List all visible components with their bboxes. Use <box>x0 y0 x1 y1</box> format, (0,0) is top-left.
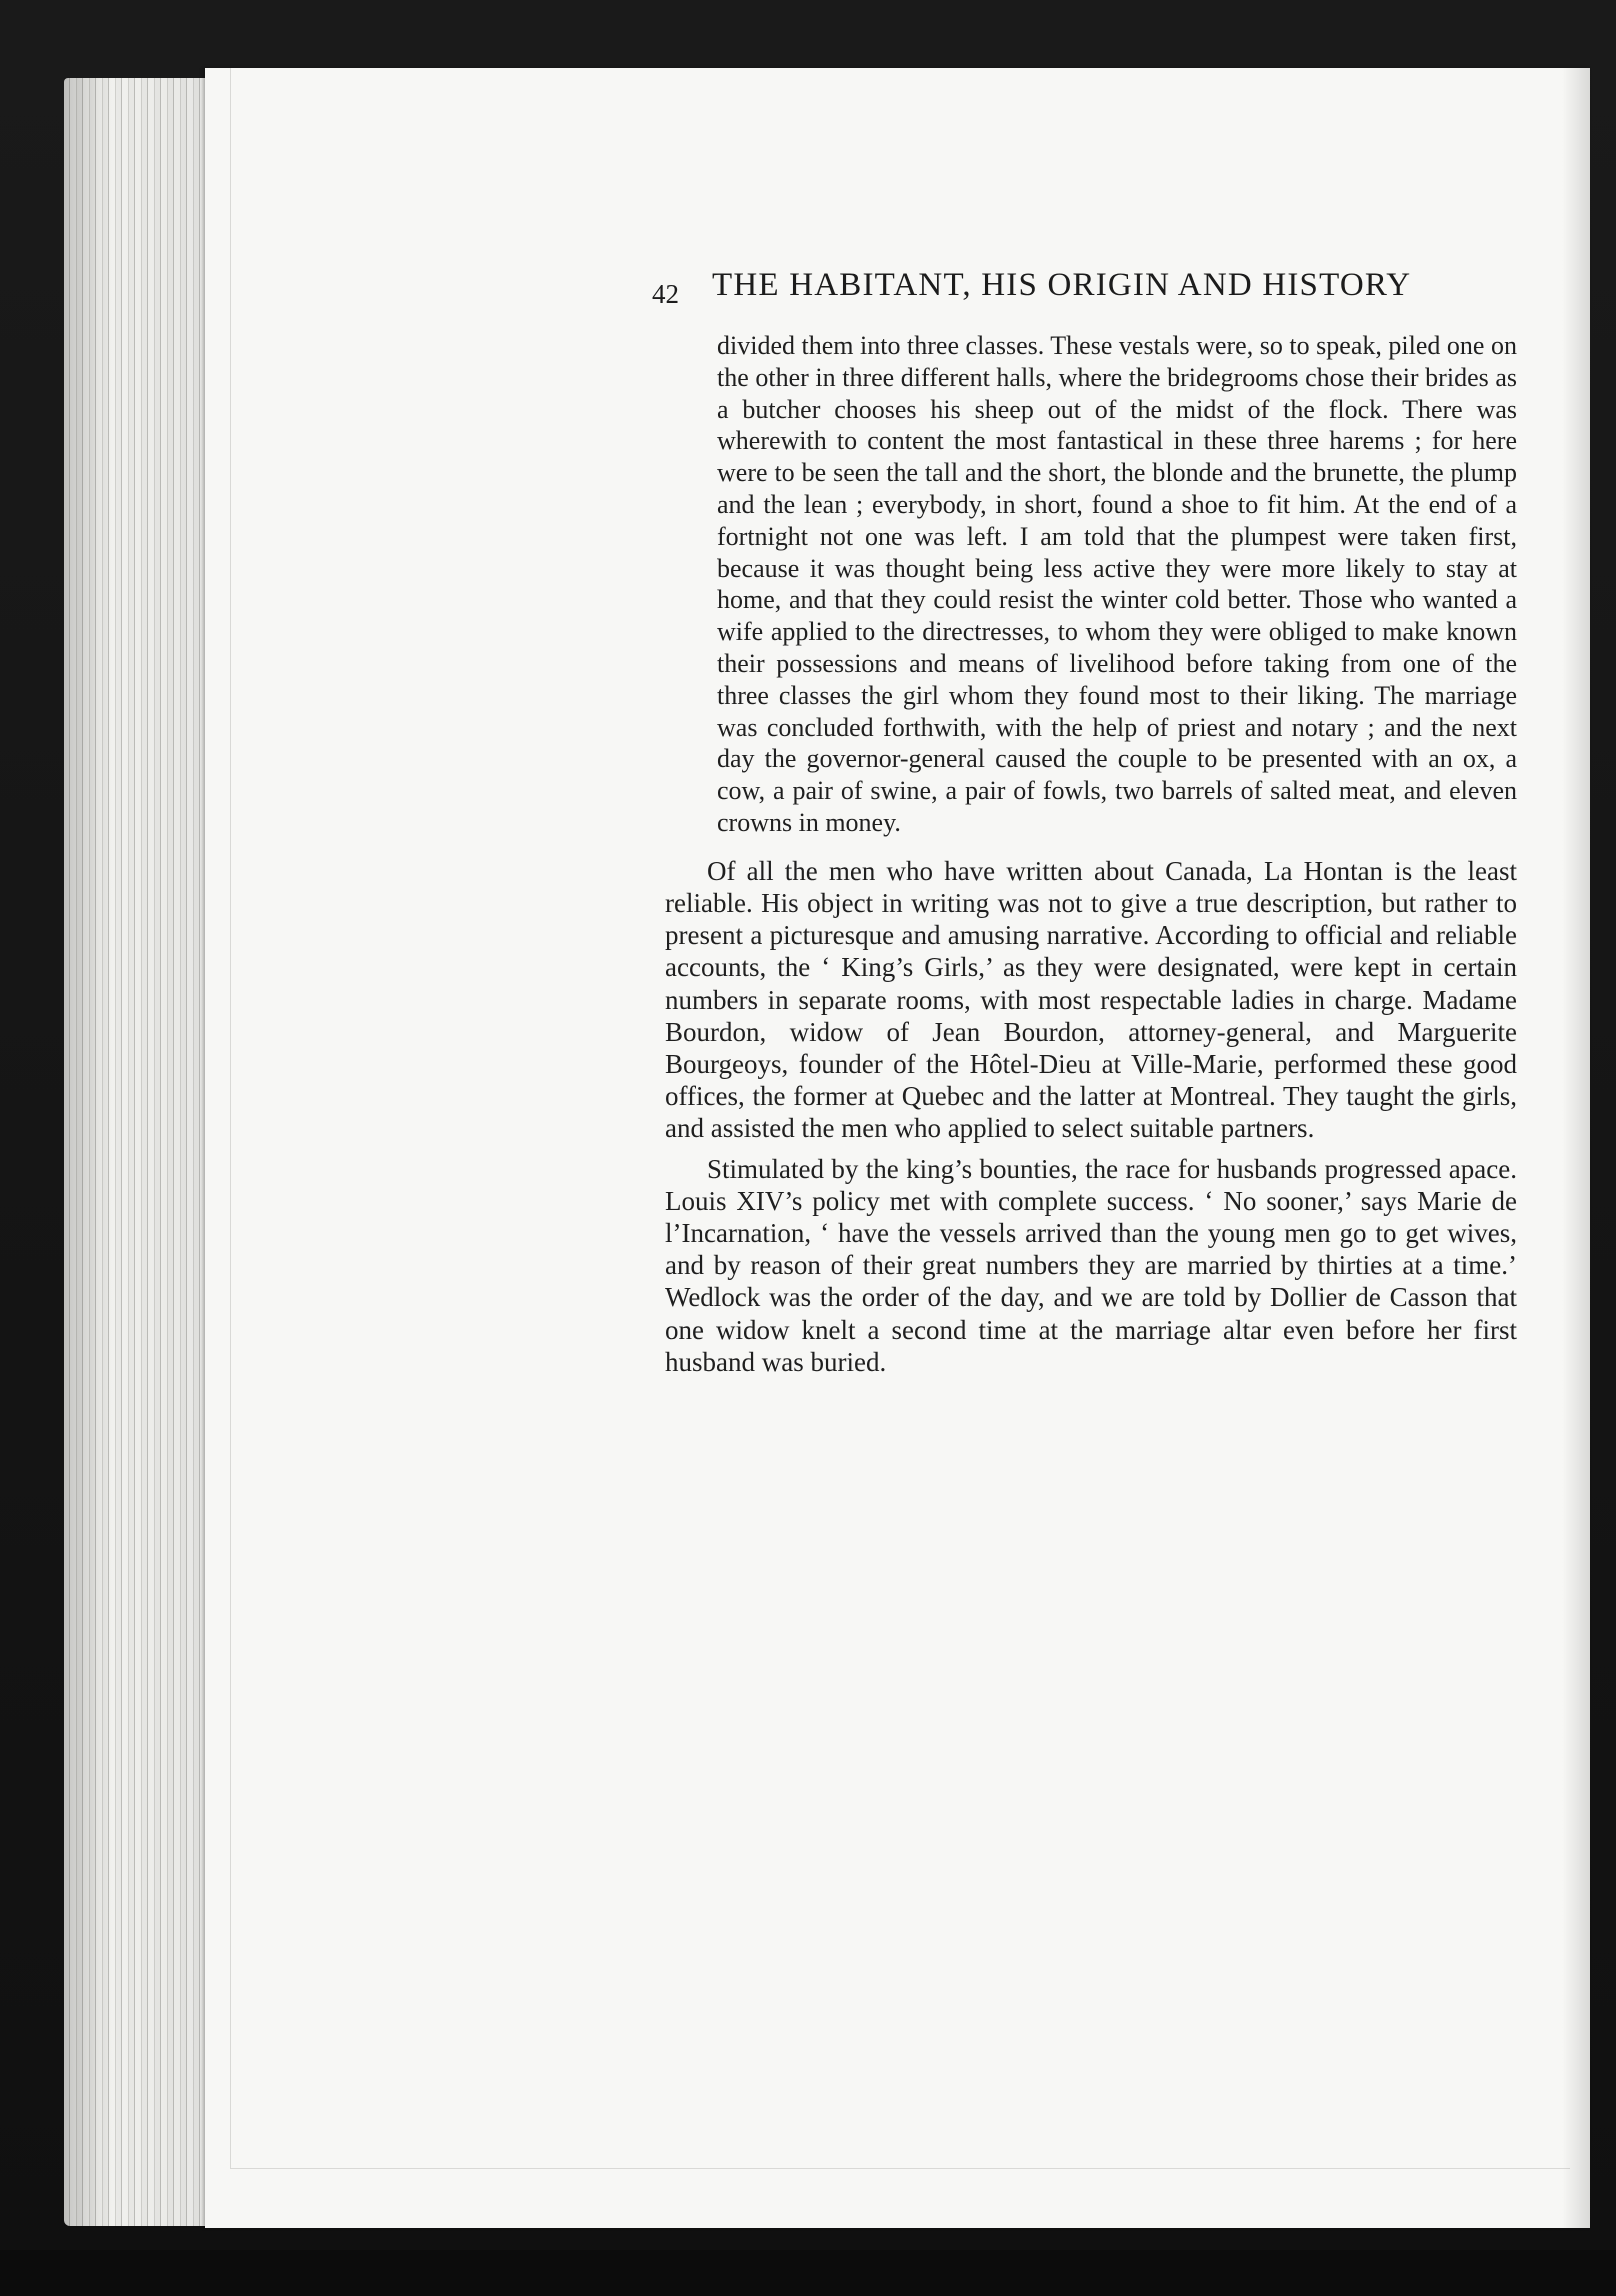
block-quotation: divided them into three classes. These vestals were, so to speak, piled one on the other in three different halls, where the bridegrooms chose their brides as a butcher chooses his sheep out of the midst of the flock. There was wherewith to content the most fantastical in these three harems ; for here were to be seen the tall and the short, the blonde and the brunette, the plump and the lean ; everybody, in short, found a shoe to fit him. At the end of a fortnight not one was left. I am told that the plumpest were taken first, because it was thought being less active they were more likely to stay at home, and that they could resist the winter cold better. Those who wanted a wife applied to the directresses, to whom they were obliged to make known their possessions and means of livelihood before taking from one of the three classes the girl whom they found most to their liking. The marriage was concluded forthwith, with the help of priest and notary ; and the next day the governor-general caused the couple to be presented with an ox, a cow, a pair of swine, a pair of fowls, two barrels of salted meat, and eleven crowns in money. <box>717 331 1517 837</box>
page-gutter-shadow <box>1562 68 1590 2228</box>
body-paragraph-1: Of all the men who have written about Canada, La Hontan is the least reliable. His object in writing was not to give a true description, but rather to present a picturesque and amusing narrative. According to official and reliable accounts, the ‘ King’s Girls,’ as they were designated, were kept in certain numbers in separate rooms, with most respectable ladies in charge. Madame Bourdon, widow of Jean Bourdon, attorney-general, and Marguerite Bourgeoys, founder of the Hôtel-Dieu at Ville-Marie, performed these good offices, the former at Quebec and the latter at Montreal. They taught the girls, and assisted the men who applied to select suitable partners. <box>665 855 1517 1144</box>
page-margin-rule-horizontal <box>230 2168 1570 2169</box>
book-page-edges <box>64 78 224 2226</box>
running-header <box>652 267 1482 311</box>
body-paragraph-2: Stimulated by the king’s bounties, the race for husbands progressed apace. Louis XIV’s policy met with complete success. ‘ No sooner,’ says Marie de l’Incarnation, ‘ have the vessels arrived than the young men go to get wives, and by reason of their great numbers they are married by thirties at a time.’ Wedlock was the order of the day, and we are told by Dollier de Casson that one widow knelt a second time at the marriage altar even before her first husband was buried. <box>665 1153 1517 1377</box>
page-number: 42 <box>652 279 679 309</box>
page-margin-rule-vertical <box>230 68 231 2168</box>
page-body-text <box>665 330 1517 1386</box>
scanner-bottom-band <box>0 2250 1616 2296</box>
running-title: THE HABITANT, HIS ORIGIN AND HISTORY <box>712 267 1412 303</box>
